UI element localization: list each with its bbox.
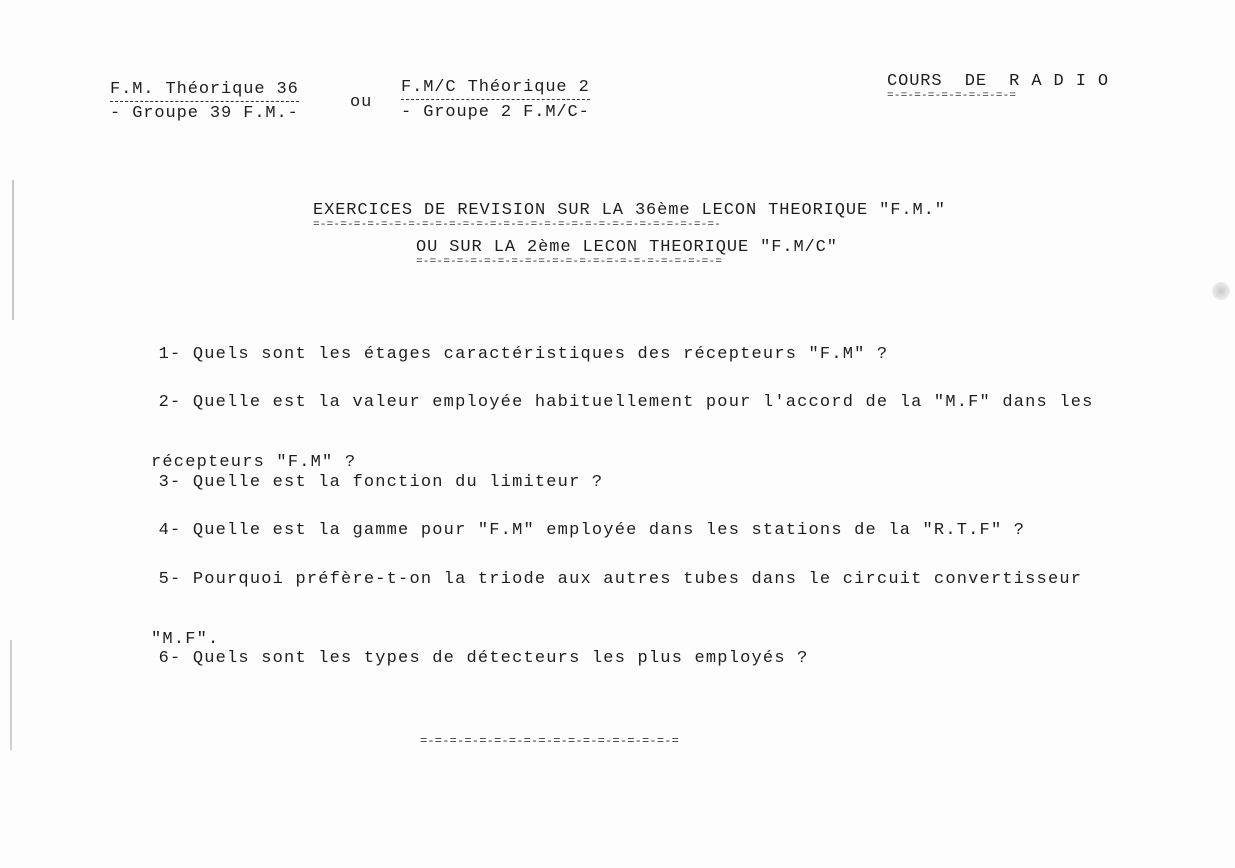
question-number: 5- (158, 570, 182, 589)
course-title-fmc: F.M/C Théorique 2 (401, 78, 590, 100)
question-text: Quelle est la gamme pour "F.M" employée dans les stations de la "R.T.F" ? (192, 521, 1026, 540)
question-number: 6- (158, 649, 182, 668)
cours-de-radio: COURS DE R A D I O (887, 72, 1110, 91)
question-text: Pourquoi préfère-t-on la triode aux autres tubes dans le circuit convertisseur (192, 570, 1083, 589)
group-fmc: - Groupe 2 F.M/C- (401, 103, 590, 122)
heading-line-1: EXERCICES DE REVISION SUR LA 36ème LECON THEORIQUE "F.M." (313, 201, 946, 220)
question-number: 2- (158, 393, 182, 412)
scan-artifact (1212, 282, 1230, 300)
question-text: Quels sont les étages caractéristiques des récepteurs "F.M" ? (192, 345, 889, 364)
heading-line-1-underline: =-=-=-=-=-=-=-=-=-=-=-=-=-=-=-=-=-=-=-=-=-=-=-=-=-=-=-=-=-=- (313, 219, 722, 231)
course-title-fm: F.M. Théorique 36 (110, 80, 299, 102)
cours-de-radio-underline: =-=-=-=-=-=-=-=-=-= (887, 90, 1017, 102)
question-text-continued: récepteurs "F.M" ? (151, 453, 357, 472)
question-number: 4- (158, 521, 182, 540)
connector-ou: ou (350, 93, 373, 112)
question-text: Quels sont les types de détecteurs les plus employés ? (192, 649, 809, 668)
question-text: Quelle est la valeur employée habituellement pour l'accord de la "M.F" dans les (192, 393, 1094, 412)
group-fm: - Groupe 39 F.M.- (110, 104, 299, 123)
scan-artifact (10, 640, 12, 750)
question-number: 3- (158, 473, 182, 492)
question-number: 1- (158, 345, 182, 364)
question-text-continued: "M.F". (151, 630, 220, 649)
question-text: Quelle est la fonction du limiteur ? (192, 473, 604, 492)
heading-line-2: OU SUR LA 2ème LECON THEORIQUE "F.M/C" (416, 238, 838, 257)
footer-separator: =-=-=-=-=-=-=-=-=-=-=-=-=-=-=-=-=-= (420, 735, 680, 747)
heading-line-2-underline: =-=-=-=-=-=-=-=-=-=-=-=-=-=-=-=-=-=-=-=-=-=-= (416, 256, 723, 268)
scan-artifact (12, 180, 14, 320)
question-item (113, 614, 809, 704)
